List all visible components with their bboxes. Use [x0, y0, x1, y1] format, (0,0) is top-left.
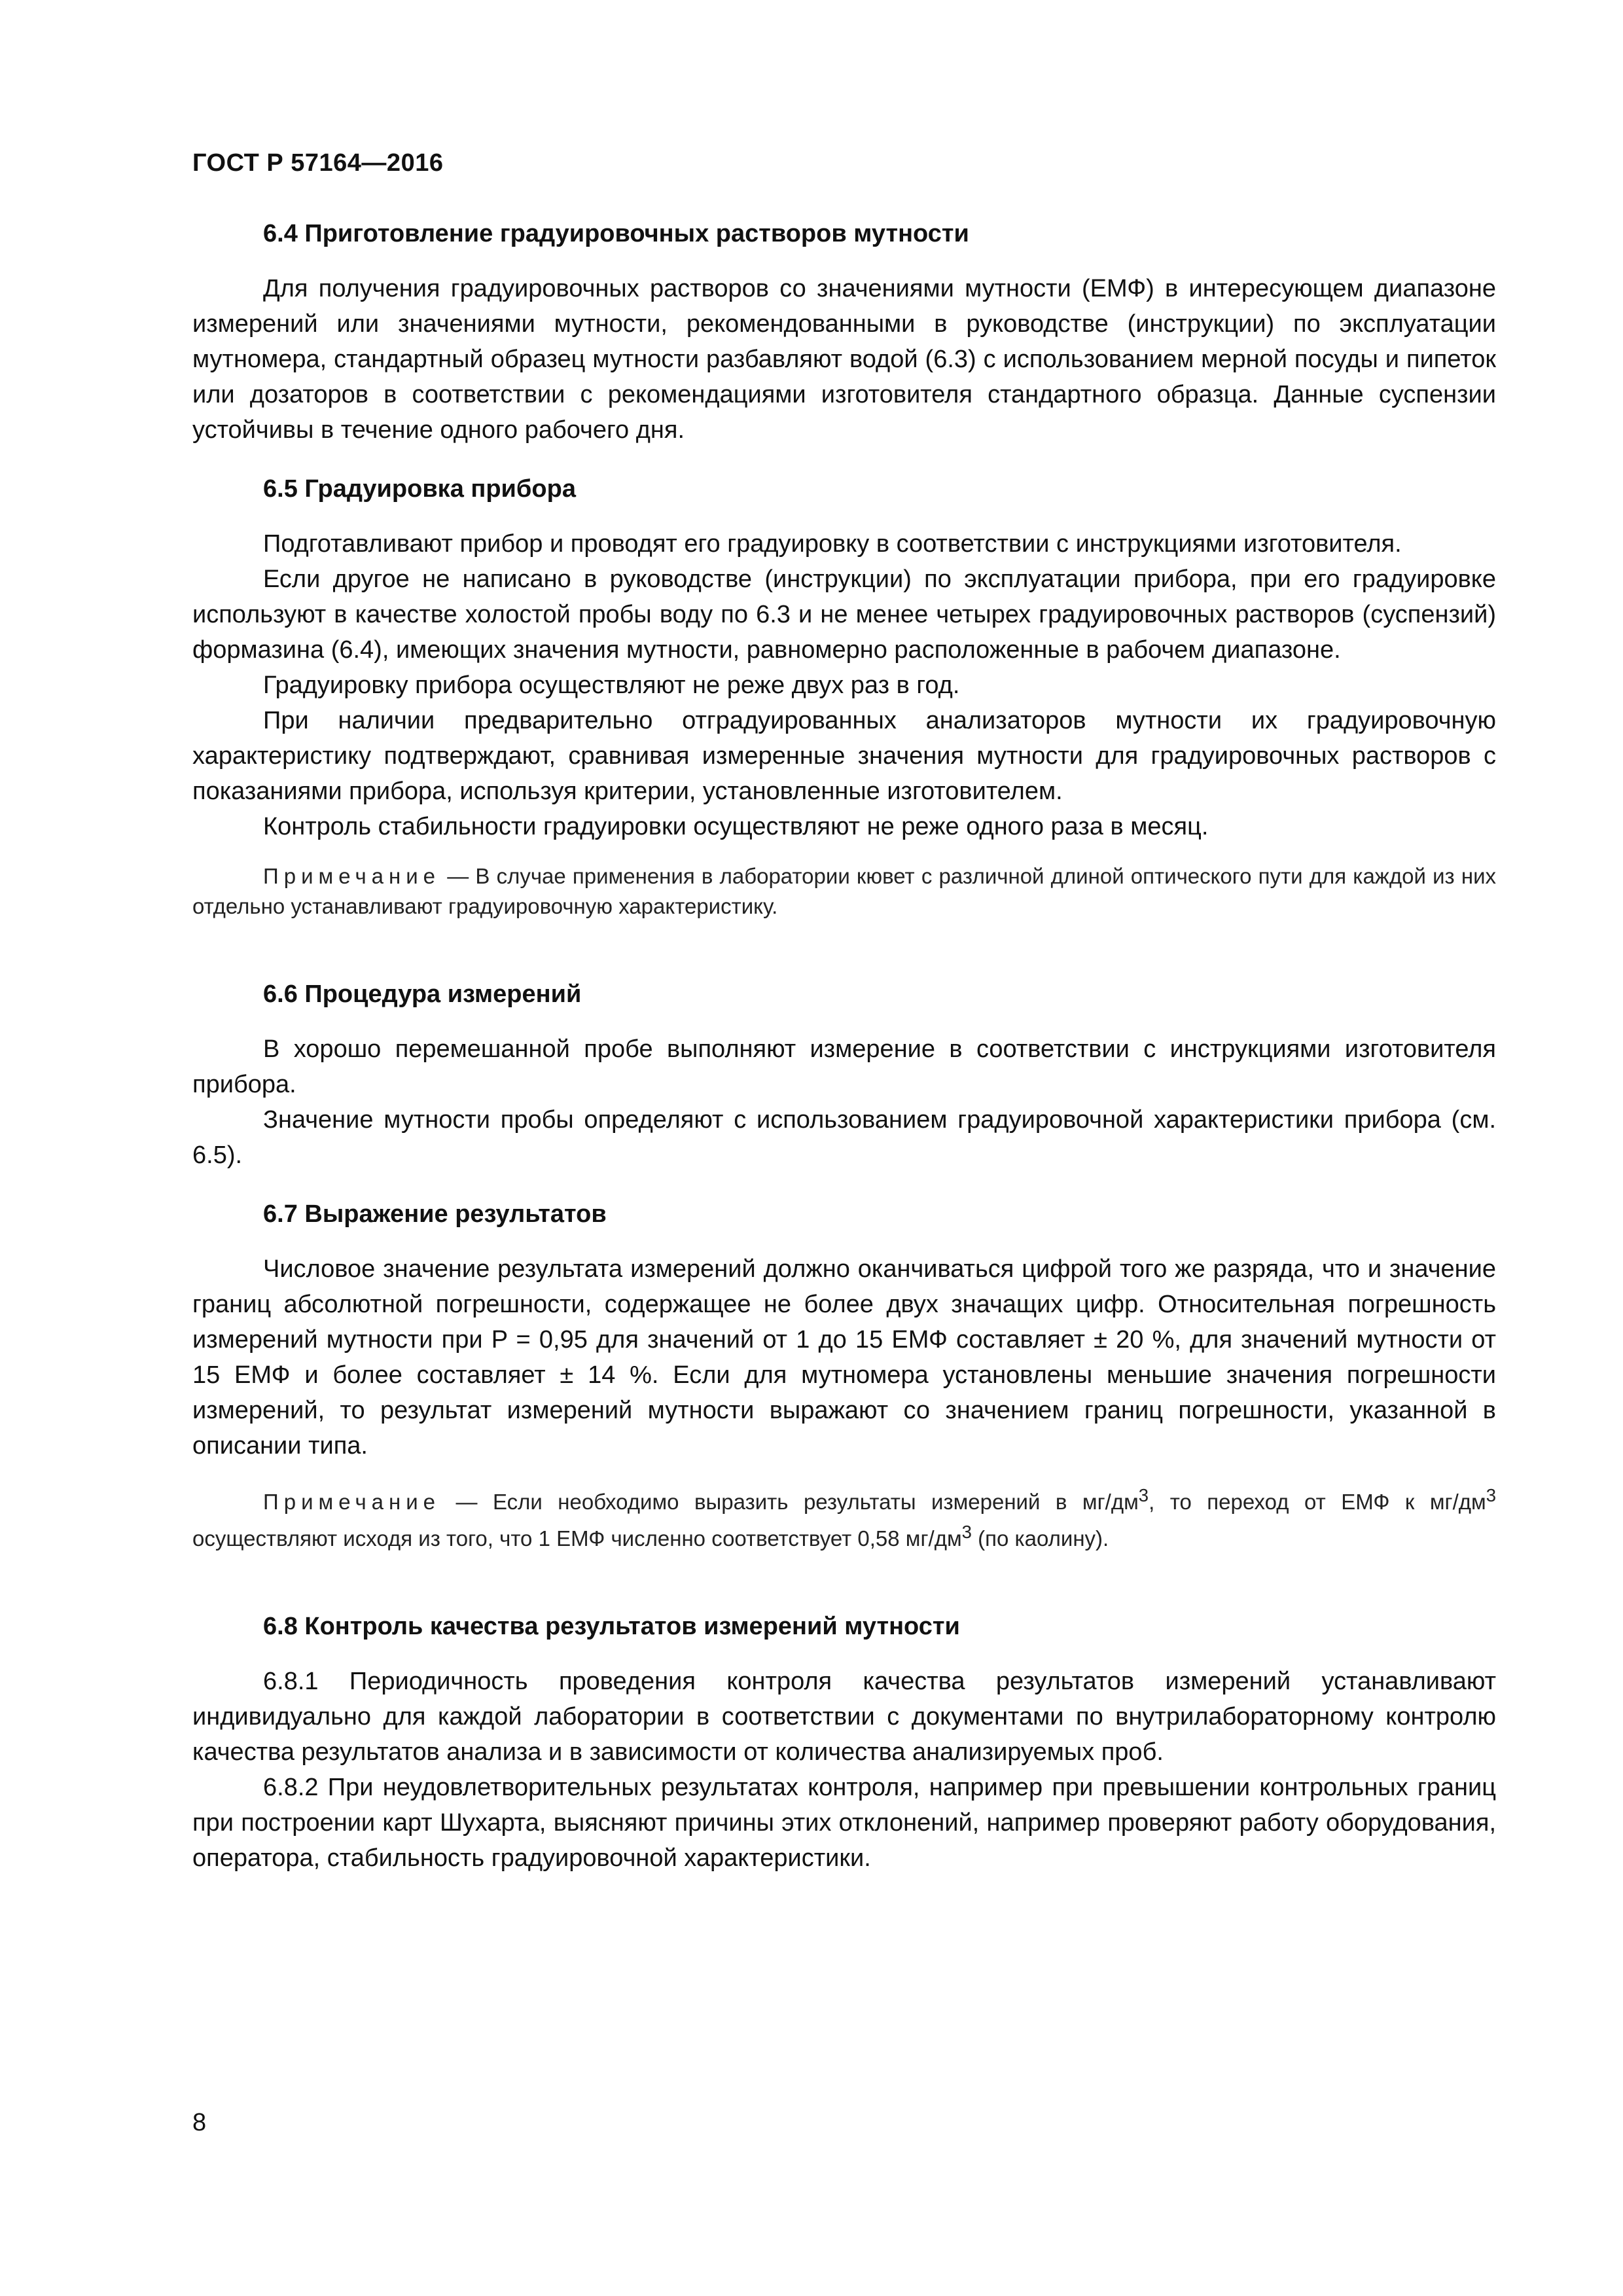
note-text: , то переход от ЕМФ к мг/дм: [1149, 1490, 1486, 1514]
paragraph: При наличии предварительно отградуированных анализаторов мутности их градуировочную характеристику подтверждают, сравнивая измеренные значения мутности для градуировочных растворов с показаниями прибора, используя критерии, установленные изготовителем.: [192, 707, 1496, 805]
note-text: — В случае применения в лаборатории кювет с различной длиной оптического пути для каждой из них отдельно устанавливают градуировочную характеристику.: [192, 864, 1496, 918]
note: [192, 861, 1496, 922]
paragraph: Если другое не написано в руководстве (инструкции) по эксплуатации прибора, при его градуировке используют в качестве холостой пробы воду по 6.3 и не менее четырех градуировочных растворов (суспензий) формазина (6.4), имеющих значения мутности, равномерно расположенные в рабочем диапазоне.: [192, 565, 1496, 664]
document-body: [192, 216, 1496, 1899]
paragraph: В хорошо перемешанной пробе выполняют измерение в соответствии с инструкциями изготовителя прибора.: [192, 1035, 1496, 1098]
section-6-6: [192, 977, 1496, 1173]
section-6-4: [192, 216, 1496, 448]
paragraph: 6.8.2 При неудовлетворительных результатах контроля, например при превышении контрольных границ при построении карт Шухарта, выясняют причины этих отклонений, например проверяют работу оборудования, оператора, стабильность градуировочной характеристики.: [192, 1774, 1496, 1872]
note: [192, 1480, 1496, 1554]
superscript: 3: [1486, 1485, 1496, 1505]
note-label: Примечание: [263, 1490, 441, 1514]
section-heading: 6.5 Градуировка прибора: [263, 475, 576, 503]
paragraph: Значение мутности пробы определяют с использованием градуировочной характеристики прибора (см. 6.5).: [192, 1106, 1496, 1169]
paragraph: Числовое значение результата измерений должно оканчиваться цифрой того же разряда, что и значение границ абсолютной погрешности, содержащее не более двух значащих цифр. Относительная погрешность измерений мутности при P = 0,95 для значений от 1 до 15 ЕМФ составляет ± 20 %, для значений мутности от 15 ЕМФ и более составляет ± 14 %. Если для мутномера установлены меньшие значения погрешности измерений, то результат измерений мутности выражают со значением границ погрешности, указанной в описании типа.: [192, 1255, 1496, 1460]
document-header: ГОСТ Р 57164—2016: [192, 149, 444, 177]
superscript: 3: [1138, 1485, 1149, 1505]
paragraph: Градуировку прибора осуществляют не реже двух раз в год.: [263, 672, 960, 699]
note-label: Примечание: [263, 864, 441, 888]
paragraph: 6.8.1 Периодичность проведения контроля качества результатов измерений устанавливают индивидуально для каждой лаборатории в соответствии с документами по внутрилабораторному контролю качества результатов анализа и в зависимости от количества анализируемых проб.: [192, 1668, 1496, 1766]
section-heading: 6.7 Выражение результатов: [263, 1200, 607, 1228]
paragraph: Подготавливают прибор и проводят его градуировку в соответствии с инструкциями изготовителя.: [263, 530, 1402, 558]
page-number: 8: [192, 2109, 207, 2136]
spacer: [192, 945, 1496, 977]
spacer: [192, 1577, 1496, 1609]
section-6-8: [192, 1609, 1496, 1876]
note-text: осуществляют исходя из того, что 1 ЕМФ численно соответствует 0,58 мг/дм: [192, 1526, 962, 1551]
note-text: (по каолину).: [971, 1526, 1109, 1551]
section-heading: 6.4 Приготовление градуировочных растворов мутности: [263, 220, 969, 247]
section-6-5: [192, 471, 1496, 922]
note-text: — Если необходимо выразить результаты измерений в мг/дм: [440, 1490, 1139, 1514]
superscript: 3: [961, 1522, 972, 1542]
section-6-7: [192, 1196, 1496, 1554]
section-heading: 6.8 Контроль качества результатов измерений мутности: [263, 1613, 960, 1640]
paragraph: Контроль стабильности градуировки осуществляют не реже одного раза в месяц.: [263, 813, 1209, 840]
section-heading: 6.6 Процедура измерений: [263, 980, 582, 1008]
paragraph: Для получения градуировочных растворов со значениями мутности (ЕМФ) в интересующем диапазоне измерений или значениями мутности, рекомендованными в руководстве (инструкции) по эксплуатации мутномера, стандартный образец мутности разбавляют водой (6.3) с использованием мерной посуды и пипеток или дозаторов в соответствии с рекомендациями изготовителя стандартного образца. Данные суспензии устойчивы в течение одного рабочего дня.: [192, 275, 1496, 444]
